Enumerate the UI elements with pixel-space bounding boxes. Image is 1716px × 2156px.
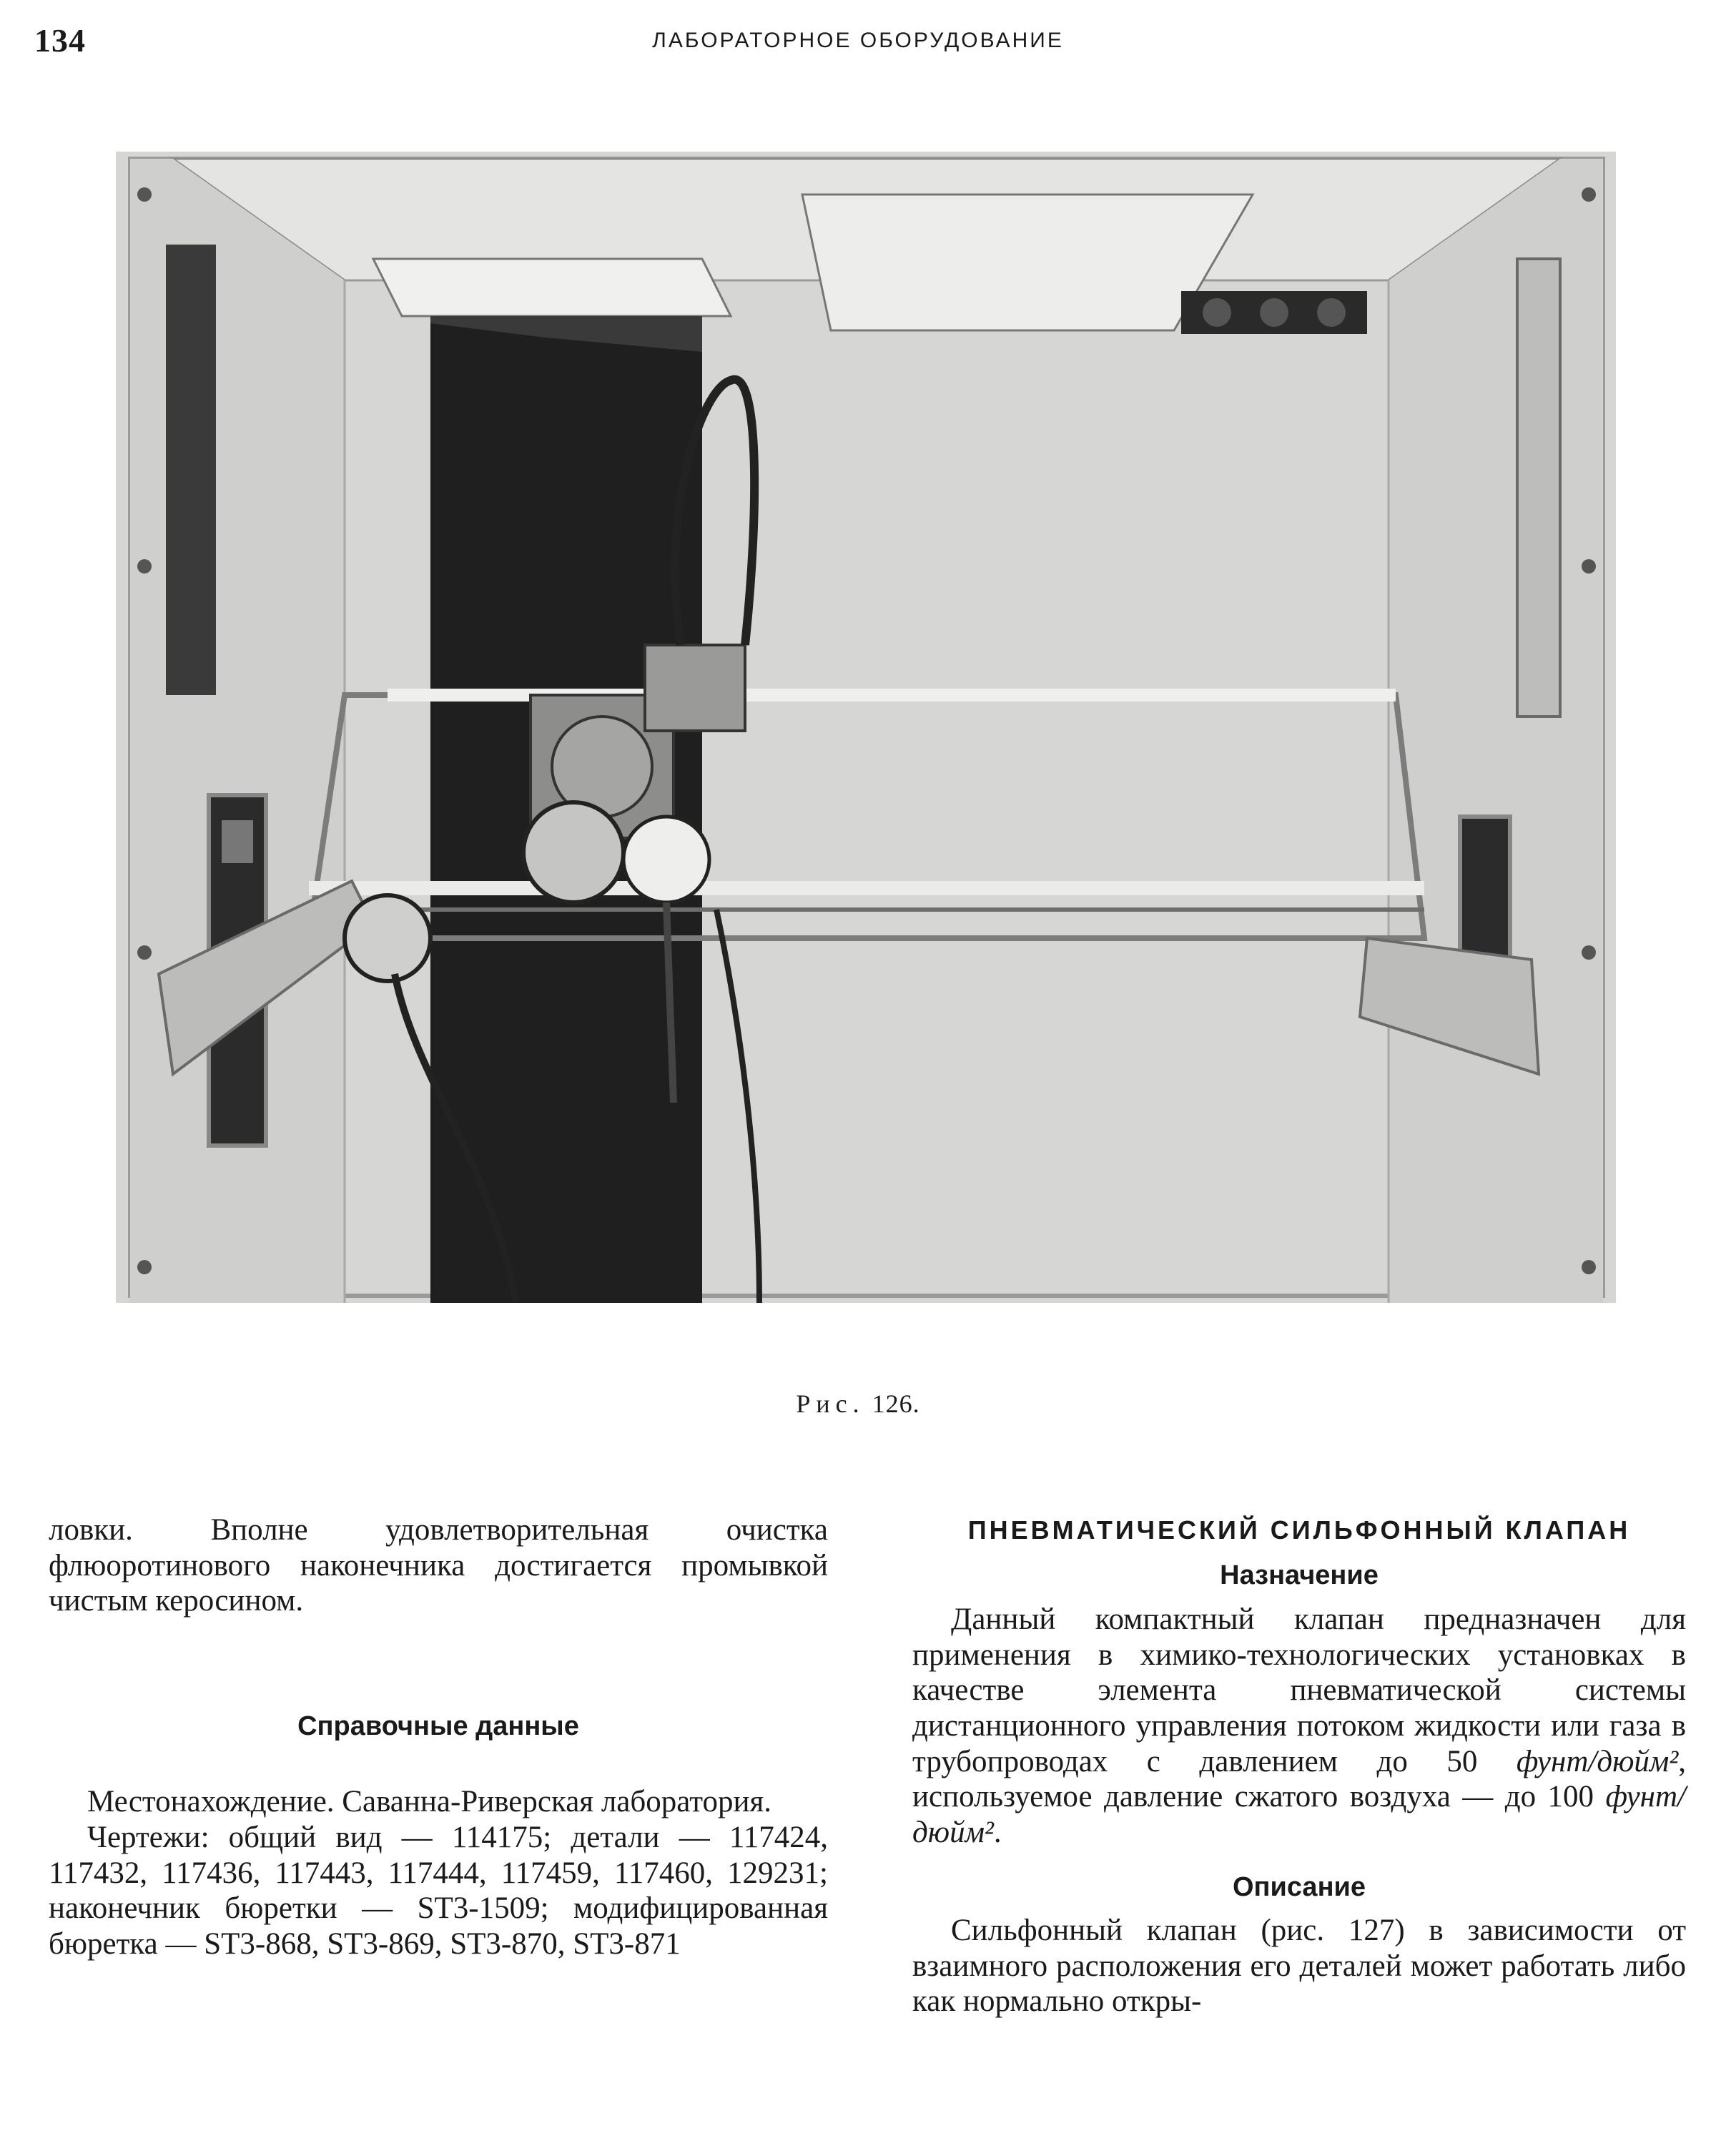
purpose-text-2: , используемое давление сжатого воздуха — до 100 — [912, 1744, 1686, 1814]
description-heading: Описание — [1232, 1872, 1366, 1903]
drawings-paragraph: Чертежи: общий вид — 114175; детали — 117424, 117432, 117436, 117443, 117444, 117459, 117460, 129231; наконечник бюретки — ST3-1509; модифицированная бюретка — ST3-868, ST3-869, ST3-870, ST3-871 — [49, 1820, 828, 1961]
purpose-heading: Назначение — [1220, 1560, 1379, 1590]
location-paragraph: Местонахождение. Саванна-Риверская лаборатория. — [87, 1785, 771, 1819]
reference-heading: Справочные данные — [297, 1710, 579, 1741]
right-column — [912, 1512, 1686, 2019]
pressure-unit-2: фунт/дюйм² — [912, 1780, 1686, 1849]
laboratory-cabinet-photo — [116, 152, 1616, 1303]
purpose-text-1: Данный компактный клапан предназначен для применения в химико-технологических установках в качестве элемента пневматической системы дистанционного управления потоком жидкости или газа в трубопроводах с давлением до 50 — [912, 1603, 1686, 1778]
page-number: 134 — [34, 22, 86, 59]
purpose-paragraph — [912, 1602, 1686, 1850]
caption-prefix: Рис. — [796, 1389, 865, 1418]
article-title: ПНЕВМАТИЧЕСКИЙ СИЛЬФОННЫЙ КЛАПАН — [967, 1515, 1631, 1545]
caption-number: 126. — [872, 1389, 920, 1418]
continued-paragraph: ловки. Вполне удовлетворительная очистка флюоротинового наконечника достигается промывкой чистым керосином. — [49, 1513, 828, 1618]
left-column — [49, 1512, 828, 1961]
pressure-unit-1: фунт/дюйм² — [1516, 1744, 1679, 1778]
figure-photo — [116, 152, 1616, 1303]
description-paragraph: Сильфонный клапан (рис. 127) в зависимости от взаимного расположения его деталей может работать либо как нормально откры- — [912, 1913, 1686, 2019]
figure-caption — [0, 1389, 1716, 1419]
purpose-text-3: . — [993, 1815, 1002, 1849]
running-title: ЛАБОРАТОРНОЕ ОБОРУДОВАНИЕ — [652, 29, 1064, 52]
